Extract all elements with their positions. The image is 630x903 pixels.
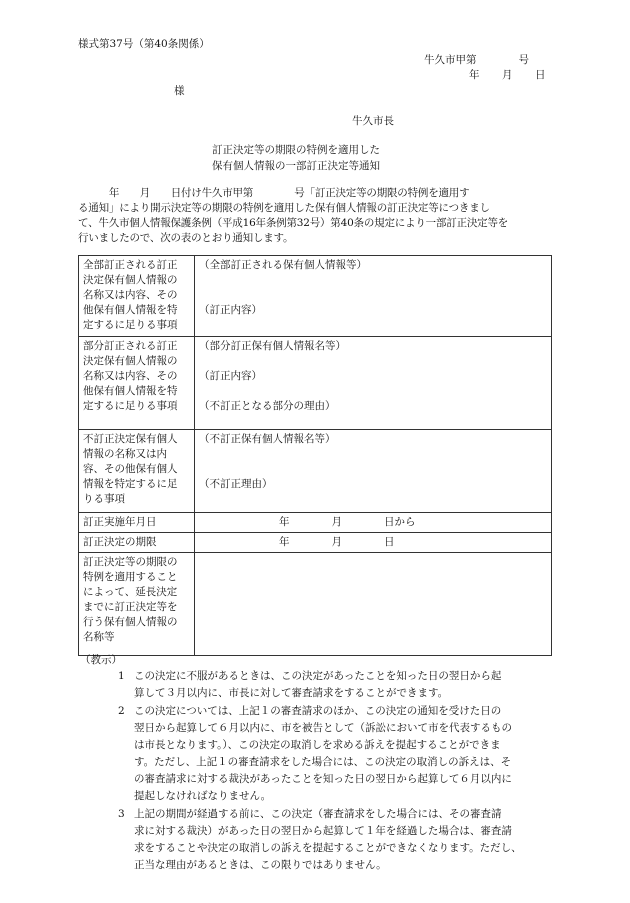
recipient-label: 様 bbox=[174, 85, 185, 97]
row-value-extension-info bbox=[195, 553, 552, 656]
intro-line: 行いましたので、次の表のとおり通知します。 bbox=[78, 232, 294, 244]
form-label: 様式第37号（第40条関係） bbox=[78, 38, 210, 50]
row-label-non-correction: 不訂正決定保有個人 情報の名称又は内 容、その他保有個人 情報を特定するに足 りる事項 bbox=[79, 430, 195, 513]
document-number: 牛久市甲第 号 bbox=[424, 54, 529, 66]
row-label-extension-info: 訂正決定等の期限の 特例を適用すること によって、延長決定 までに訂正決定等を 行う保有個人情報の 名称等 bbox=[79, 553, 195, 656]
row-value-implementation-date: 年 月 日から bbox=[195, 513, 552, 533]
row-value-non-correction: （不訂正保有個人情報名等） （不訂正理由） bbox=[195, 430, 552, 513]
instruction-item-3: 3 上記の期間が経過する前に、この決定（審査請求をした場合には、その審査請 求に対する裁決）があった日の翌日から起算して１年を経過した場合は、審査請 求をすることや決定の取消しの訴えを提起することができなくなります。ただし、 正当な理由があるときは、この限りではありません。 bbox=[118, 808, 522, 871]
document-date: 年 月 日 bbox=[469, 69, 546, 81]
title-line-1: 訂正決定等の期限の特例を適用した bbox=[212, 144, 380, 156]
table-row bbox=[79, 430, 552, 513]
instruction-number: 3 bbox=[118, 808, 125, 820]
instruction-number: 2 bbox=[118, 705, 125, 717]
row-label-full-correction: 全部訂正される訂正 決定保有個人情報の 名称又は内容、その 他保有個人情報を特 定するに足りる事項 bbox=[79, 256, 195, 337]
table-row bbox=[79, 337, 552, 430]
notice-table bbox=[78, 255, 552, 656]
row-value-partial-correction: （部分訂正保有個人情報名等） （訂正内容） （不訂正となる部分の理由） bbox=[195, 337, 552, 430]
row-label-decision-deadline: 訂正決定の期限 bbox=[79, 533, 195, 553]
table-row bbox=[79, 513, 552, 533]
instruction-item-2: 2 この決定については、上記１の審査請求のほか、この決定の通知を受けた日の 翌日から起算して６月以内に、市を被告として（訴訟において市を代表するもの は市長となります。）、この決定の取消しを求める訴えを提起することができま す。ただし、上記１の審査請求をした場合には、この決定の取消しの訴えは、そ の審査請求に対する裁決があったことを知った日の翌日から起算して６月以内に 提起しなければなりません。 bbox=[118, 705, 512, 802]
table-row bbox=[79, 533, 552, 553]
intro-line: 年 月 日付け牛久市甲第 号「訂正決定等の期限の特例を適用す bbox=[78, 187, 470, 199]
instruction-number: 1 bbox=[118, 670, 125, 682]
row-label-implementation-date: 訂正実施年月日 bbox=[79, 513, 195, 533]
instructions-heading: （教示） bbox=[80, 654, 122, 666]
sender-name: 牛久市長 bbox=[352, 115, 394, 127]
intro-line: る通知」により開示決定等の期限の特例を適用した保有個人情報の訂正決定等につきまし bbox=[78, 202, 490, 214]
row-value-full-correction: （全部訂正される保有個人情報等） （訂正内容） bbox=[195, 256, 552, 337]
table-row bbox=[79, 256, 552, 337]
intro-line: て、牛久市個人情報保護条例（平成16年条例第32号）第40条の規定により一部訂正決定等を bbox=[78, 217, 509, 229]
row-value-decision-deadline: 年 月 日 bbox=[195, 533, 552, 553]
intro-paragraph bbox=[78, 186, 556, 246]
row-label-partial-correction: 部分訂正される訂正 決定保有個人情報の 名称又は内容、その 他保有個人情報を特 定するに足りる事項 bbox=[79, 337, 195, 430]
title-line-2: 保有個人情報の一部訂正決定等通知 bbox=[212, 160, 380, 172]
table-row bbox=[79, 553, 552, 656]
instruction-item-1: 1 この決定に不服があるときは、この決定があったことを知った日の翌日から起 算して３月以内に、市長に対して審査請求をすることができます。 bbox=[118, 670, 502, 699]
